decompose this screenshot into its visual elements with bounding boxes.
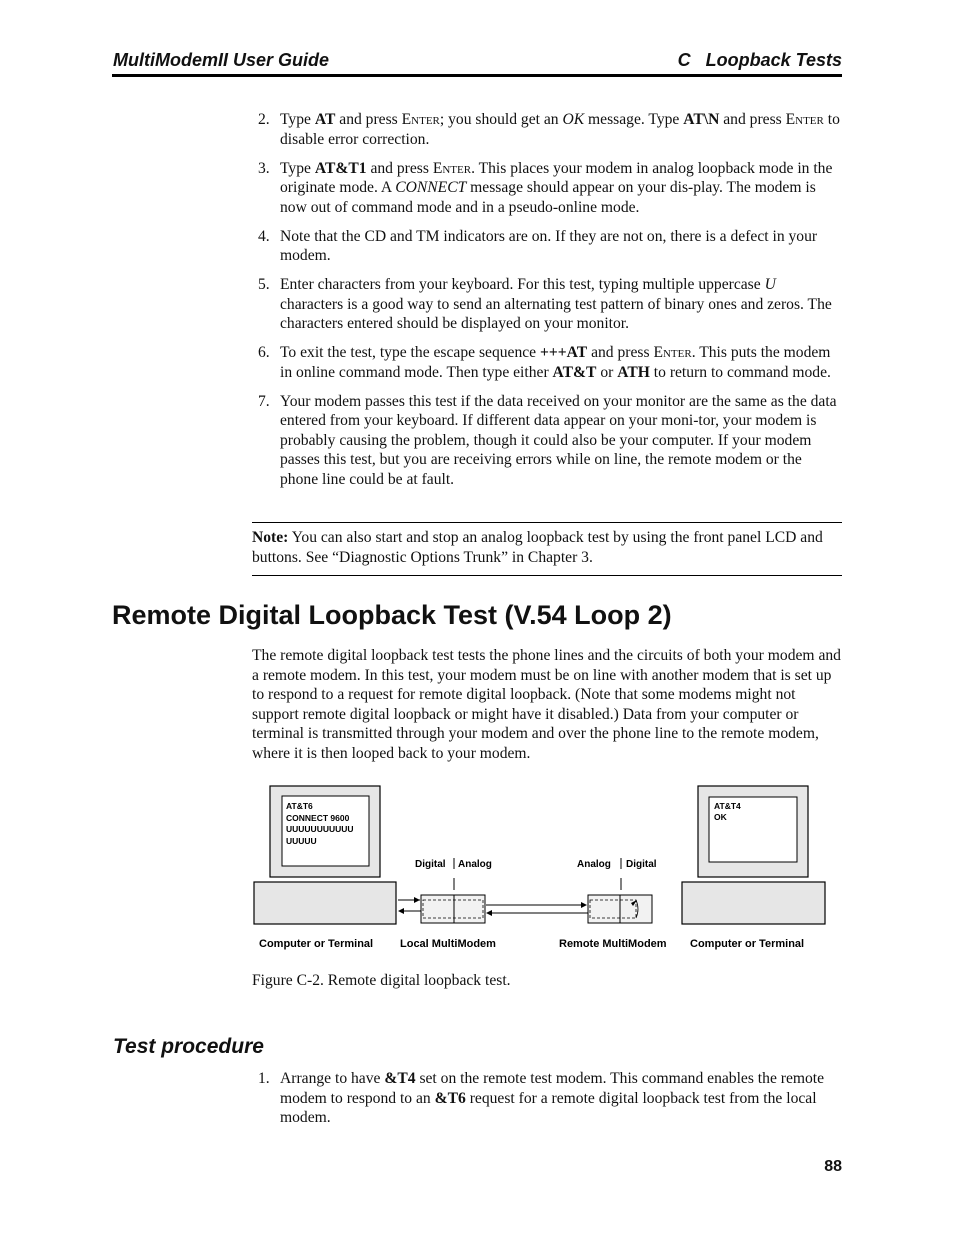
step-text: Note that the CD and TM indicators are on. If they are not on, there is a defect in your modem. bbox=[280, 227, 818, 264]
note-paragraph bbox=[252, 528, 842, 567]
subsection-title: Test procedure bbox=[113, 1035, 264, 1058]
step-text: to disable error correction. bbox=[280, 111, 840, 148]
step-text: and press bbox=[366, 159, 433, 177]
command-text: +++AT bbox=[540, 344, 588, 361]
step-text: Enter bbox=[432, 159, 472, 177]
remote-digital-label: Digital bbox=[626, 859, 657, 870]
step-text: OK bbox=[562, 111, 585, 128]
step-number: 2. bbox=[258, 111, 270, 128]
step-number: 4. bbox=[258, 227, 270, 245]
step-text: Type bbox=[280, 159, 315, 177]
step-item bbox=[258, 343, 842, 382]
step-number: 3. bbox=[258, 159, 270, 177]
step-text: and press bbox=[335, 111, 402, 128]
step-number: 6. bbox=[258, 344, 270, 361]
step-text: and press bbox=[587, 344, 654, 361]
command-text: AT\N bbox=[683, 111, 720, 128]
local-analog-label: Analog bbox=[458, 859, 492, 870]
step-text: or bbox=[596, 363, 618, 381]
local-screen-line: UUUUUUUUUUU bbox=[286, 824, 354, 834]
step-number: 7. bbox=[258, 392, 270, 410]
step-text: To exit the test, type the escape sequence bbox=[280, 344, 540, 361]
step-item bbox=[258, 275, 842, 334]
note-box bbox=[252, 522, 842, 576]
step-text: Enter characters from your keyboard. For this test, typing multiple uppercase bbox=[280, 276, 765, 293]
step-number: 5. bbox=[258, 276, 270, 293]
step-item bbox=[258, 392, 842, 490]
local-terminal-label: Computer or Terminal bbox=[259, 938, 374, 950]
step-number: 1. bbox=[258, 1070, 270, 1087]
local-modem-label: Local MultiModem bbox=[400, 938, 496, 950]
command-text: ATH bbox=[617, 363, 650, 381]
command-text: AT bbox=[314, 111, 336, 128]
step-text: characters is a good way to send an alternating test pattern of binary ones and zeros. The characters entered should be displayed on your monitor. bbox=[280, 295, 832, 332]
local-screen-line: AT&T6 bbox=[286, 801, 313, 811]
local-screen-line: UUUUU bbox=[286, 836, 317, 846]
step-text: Your modem passes this test if the data received on your monitor are the same as the data entered from your keyboard. If different data appear on your moni-tor, your modem is probably causing the problem, though it could also be your computer. If your modem passes this test, but you are receiving errors while on line, the remote modem or the phone line could be at fault. bbox=[280, 392, 837, 488]
step-text: message. Type bbox=[584, 111, 684, 128]
step-text: Enter bbox=[653, 344, 692, 361]
note-label: Note: bbox=[252, 529, 289, 546]
local-screen-line: CONNECT 9600 bbox=[286, 813, 350, 823]
step-text: . This places your modem in analog loopback mode in the originate mode. A bbox=[280, 159, 833, 196]
remote-terminal-base bbox=[682, 882, 825, 924]
header-rule bbox=[112, 74, 842, 77]
step-text: U bbox=[764, 276, 776, 293]
local-terminal-base bbox=[254, 882, 396, 924]
analog-loopback-steps bbox=[258, 110, 842, 499]
step-text: set on the remote test modem. This command enables the remote modem to respond to an bbox=[280, 1070, 825, 1107]
step-item bbox=[258, 227, 842, 266]
step-text: request for a remote digital loopback test from the local modem. bbox=[280, 1089, 817, 1126]
header-chapter: C Loopback Tests bbox=[677, 50, 842, 70]
figure-caption: Figure C-2. Remote digital loopback test. bbox=[252, 972, 511, 989]
remote-modem-label: Remote MultiModem bbox=[559, 938, 667, 950]
step-text: to return to command mode. bbox=[649, 363, 831, 381]
intro-paragraph: The remote digital loopback test tests the phone lines and the circuits of both your modem and a remote modem. In this test, your modem must be on line with another modem that is set up to respond to a request for remote digital loopback. (Note that some modems might not support remote digital loopback or might have it disabled.) Data from your computer or terminal is transmitted through your modem and over the phone line to the remote modem, where it is then looped back to your modem. bbox=[252, 647, 841, 762]
step-text: Arrange to have bbox=[280, 1070, 385, 1087]
remote-analog-label: Analog bbox=[577, 859, 611, 870]
remote-screen-line: AT&T4 bbox=[714, 801, 741, 811]
loopback-diagram bbox=[252, 784, 832, 954]
command-text: &T4 bbox=[384, 1070, 416, 1087]
remote-terminal-label: Computer or Terminal bbox=[690, 938, 805, 950]
step-text: message should appear on your dis-play. The modem is now out of command mode and in a pseudo-online mode. bbox=[280, 179, 816, 216]
local-digital-label: Digital bbox=[415, 859, 446, 870]
step-text: . This puts the modem in online command mode. Then type either bbox=[280, 344, 831, 381]
command-text: AT&T bbox=[552, 363, 597, 381]
step-text: Type bbox=[280, 111, 315, 128]
command-text: &T6 bbox=[434, 1089, 466, 1107]
section-title: Remote Digital Loopback Test (V.54 Loop 2) bbox=[112, 600, 672, 630]
test-procedure-steps bbox=[258, 1069, 842, 1137]
step-text: Enter bbox=[785, 111, 824, 128]
command-text: AT&T1 bbox=[314, 159, 367, 177]
step-text: ; you should get an bbox=[439, 111, 563, 128]
page-number: 88 bbox=[824, 1158, 842, 1175]
step-item bbox=[258, 159, 842, 218]
step-text: Enter bbox=[401, 111, 440, 128]
step-text: and press bbox=[719, 111, 786, 128]
step-text: CONNECT bbox=[395, 179, 467, 196]
remote-screen-line: OK bbox=[714, 812, 727, 822]
header-title: MultiModemII User Guide bbox=[113, 50, 330, 70]
step-item bbox=[258, 110, 842, 149]
note-text: You can also start and stop an analog loopback test by using the front panel LCD and buttons. See “Diagnostic Options Trunk” in Chapter 3. bbox=[252, 529, 823, 566]
step-item bbox=[258, 1069, 842, 1128]
local-modem bbox=[421, 895, 485, 923]
